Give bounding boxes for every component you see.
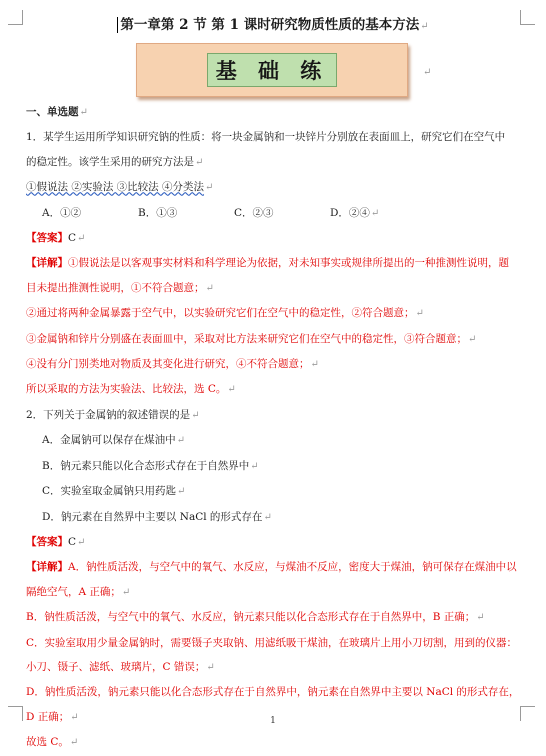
question-1-detail-line: [26, 251, 520, 275]
question-1-options: [26, 201, 520, 226]
paragraph-mark-icon: ↵: [370, 207, 380, 219]
paragraph-mark-icon: ↵: [263, 511, 272, 523]
question-2-answer: [26, 530, 520, 555]
paragraph-mark-icon: ↵: [420, 21, 429, 32]
section-banner: [136, 43, 408, 97]
detail-label: 【详解】: [26, 257, 68, 270]
question-2-detail-line: [26, 631, 520, 655]
question-1-detail-line: [26, 377, 520, 402]
answer-label: 【答案】: [26, 535, 68, 548]
detail-text: D 正确；: [26, 710, 70, 723]
question-2-option-a: [26, 428, 520, 453]
detail-label: 【详解】: [26, 561, 68, 574]
question-1-detail-line: [26, 301, 520, 326]
option-b: B．①③: [138, 206, 178, 219]
question-2-option-b: [26, 454, 520, 479]
page-number: 1: [270, 716, 276, 726]
option-a: A．①②: [42, 206, 82, 219]
banner-label-box: [207, 53, 337, 87]
paragraph-mark-icon: ↵: [191, 409, 200, 421]
paragraph-mark-icon: ↵: [250, 460, 259, 472]
section-heading-text: 一、单选题: [26, 106, 79, 118]
option-text: A．金属钠可以保存在煤油中: [42, 434, 176, 447]
paragraph-mark-icon: ↵: [176, 435, 185, 447]
option-text: C．实验室取金属钠只用药匙: [42, 485, 177, 498]
detail-text: 所以采取的方法为实验法、比较法，选 C。: [26, 383, 227, 396]
question-1-detail-line: [26, 327, 520, 352]
paragraph-mark-icon: ↵: [468, 333, 477, 345]
question-1-stem-line-2: [26, 150, 520, 175]
document-body: [26, 100, 520, 756]
option-text: B．钠元素只能以化合态形式存在于自然界中: [42, 459, 250, 472]
paragraph-mark-icon: ↵: [423, 67, 432, 78]
document-title: [0, 15, 546, 37]
question-2-option-d: [26, 505, 520, 530]
detail-text: 目未提出推测性说明，①不符合题意；: [26, 281, 205, 294]
answer-label: 【答案】: [26, 232, 68, 245]
question-1-detail-line: [26, 352, 520, 377]
question-1-stem-text: 的稳定性。该学生采用的研究方法是: [26, 155, 194, 168]
question-1-detail-line: [26, 276, 520, 301]
paragraph-mark-icon: ↵: [69, 737, 79, 749]
detail-text: ①假说法是以客观事实材料和科学理论为依据，对未知事实或规律所提出的一种推测性说明，题: [68, 257, 509, 270]
question-2-detail-line: [26, 680, 520, 704]
paragraph-mark-icon: ↵: [415, 308, 424, 320]
paragraph-mark-icon: ↵: [77, 233, 86, 245]
paragraph-mark-icon: ↵: [476, 612, 485, 624]
section-heading: [26, 100, 520, 125]
paragraph-mark-icon: ↵: [121, 586, 131, 598]
banner-text: 基 础 练: [215, 58, 329, 83]
paragraph-mark-icon: ↵: [195, 156, 204, 168]
question-2-detail-line: [26, 605, 520, 630]
title-text: 第一章第 2 节 第 1 课时研究物质性质的基本方法: [120, 17, 420, 33]
detail-text: D．钠性质活泼，钠元素只能以化合态形式存在于自然界中，钠元素在自然界中主要以 NaCl 的形式存在，: [26, 686, 520, 699]
answer-value: C: [68, 232, 77, 245]
detail-text: ③金属钠和锌片分别盛在表面皿中，采取对比方法来研究它们在空气中的稳定性，③符合题意；: [26, 332, 467, 345]
paragraph-mark-icon: ↵: [205, 282, 214, 294]
detail-text: ②通过将两种金属暴露于空气中，以实验研究它们在空气中的稳定性，②符合题意；: [26, 307, 415, 320]
question-2-detail-line: [26, 555, 520, 579]
methods-text: ①假说法 ②实验法 ③比较法 ④分类法: [26, 181, 205, 194]
question-1-stem-line-1: 1．某学生运用所学知识研究钠的性质：将一块金属钠和一块锌片分别放在表面皿上，研究它们在空气中: [26, 131, 506, 144]
paragraph-mark-icon: ↵: [177, 486, 186, 498]
detail-text: C．实验室取用少量金属钠时，需要镊子夹取钠、用滤纸吸干煤油，在玻璃片上用小刀切割，用到的仪器：: [26, 636, 518, 649]
option-d-text: D．②④: [330, 206, 370, 219]
paragraph-mark-icon: ↵: [70, 711, 79, 723]
detail-text: 故选 C。: [26, 736, 69, 749]
detail-text: 隔绝空气，A 正确；: [26, 585, 121, 598]
question-2-detail-line: [26, 655, 520, 680]
detail-text: ④没有分门别类地对物质及其变化进行研究，④不符合题意；: [26, 358, 310, 371]
question-2-detail-line: [26, 730, 520, 755]
paragraph-mark-icon: ↵: [77, 536, 86, 548]
detail-text: A．钠性质活泼，与空气中的氧气、水反应，与煤油不反应，密度大于煤油，钠可保存在煤油中以: [68, 561, 517, 574]
paragraph-mark-icon: ↵: [310, 359, 319, 371]
paragraph-mark-icon: ↵: [227, 384, 236, 396]
question-1-methods: [26, 175, 520, 200]
answer-value: C: [68, 535, 77, 548]
question-1-answer: [26, 226, 520, 251]
question-2-stem: [26, 403, 520, 428]
detail-text: 小刀、镊子、滤纸、玻璃片，C 错误；: [26, 660, 206, 673]
detail-text: B．钠性质活泼，与空气中的氧气、水反应，钠元素只能以化合态形式存在于自然界中，B 正确；: [26, 611, 476, 624]
paragraph-mark-icon: ↵: [79, 107, 88, 118]
option-d: [330, 201, 426, 226]
option-text: D．钠元素在自然界中主要以 NaCl 的形式存在: [42, 510, 263, 523]
option-c: C．②③: [234, 206, 274, 219]
paragraph-mark-icon: ↵: [205, 182, 214, 194]
question-2-stem-text: 2．下列关于金属钠的叙述错误的是: [26, 408, 191, 421]
question-2-option-c: [26, 479, 520, 504]
question-2-detail-line: [26, 580, 520, 605]
paragraph-mark-icon: ↵: [206, 661, 215, 673]
